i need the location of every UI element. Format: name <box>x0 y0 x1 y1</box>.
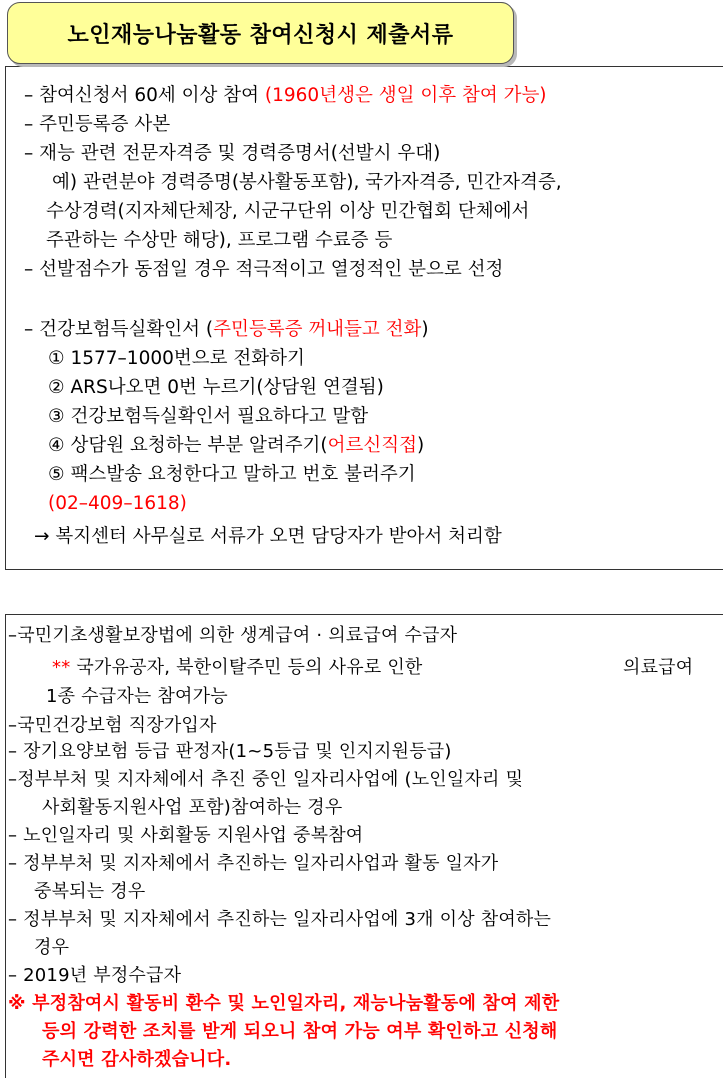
fax-number: (02–409–1618) <box>48 493 187 514</box>
doc-line-application-note: (1960년생은 생일 이후 참여 가능) <box>264 85 547 106</box>
step-2: ② ARS나오면 0번 누르기(상담원 연결됨) <box>48 377 384 398</box>
step-1: ① 1577–1000번으로 전화하기 <box>48 348 305 369</box>
step-4-text: ④ 상담원 요청하는 부분 알려주기( <box>48 435 328 456</box>
excl-exception-text: 국가유공자, 북한이탈주민 등의 사유로 인한 <box>70 657 423 678</box>
warning-line-3: 주시면 감사하겠습니다. <box>42 1049 232 1070</box>
step-4 <box>48 435 424 457</box>
warning-line-1: ※ 부정참여시 활동비 환수 및 노인일자리, 재능나눔활동에 참여 제한 <box>8 993 560 1014</box>
doc-line-application-text: – 참여신청서 60세 이상 참여 <box>24 85 265 106</box>
excl-line-gov-job-cont: 사회활동지원사업 포함)참여하는 경우 <box>42 797 343 818</box>
doc-line-insurance-note: 주민등록증 꺼내들고 전화 <box>213 319 422 340</box>
doc-line-insurance <box>24 319 429 341</box>
excl-line-overlap-cont: 중복되는 경우 <box>34 881 146 902</box>
excl-line-fraud: – 2019년 부정수급자 <box>8 965 182 986</box>
doc-line-example: 예) 관련분야 경력증명(봉사활동포함), 국가자격증, 민간자격증, <box>52 172 562 193</box>
excl-line-health-insurance: –국민건강보험 직장가입자 <box>8 715 217 736</box>
doc-line-tiebreak: – 선발점수가 동점일 경우 적극적이고 열정적인 분으로 선정 <box>24 259 504 280</box>
step-5: ⑤ 팩스발송 요청한다고 말하고 번호 불러주기 <box>48 464 416 485</box>
doc-line-award: 수상경력(지자체단체장, 시군구단위 이상 민간협회 단체에서 <box>46 201 530 222</box>
excl-line-overlap: – 정부부처 및 지자체에서 추진하는 일자리사업과 활동 일자가 <box>8 853 499 874</box>
excl-line-three-jobs-cont: 경우 <box>34 937 70 958</box>
excl-line-duplicate: – 노인일자리 및 사회활동 지원사업 중복참여 <box>8 825 364 846</box>
title-box <box>7 2 514 64</box>
doc-line-insurance-text: – 건강보험득실확인서 ( <box>24 319 214 340</box>
doc-line-application <box>24 85 547 107</box>
page-title: 노인재능나눔활동 참여신청시 제출서류 <box>67 22 454 48</box>
excl-line-basic-livelihood: –국민기초생활보장법에 의한 생계급여 · 의료급여 수급자 <box>8 625 458 646</box>
warning-line-2: 등의 강력한 조치를 받게 되오니 참여 가능 여부 확인하고 신청해 <box>42 1021 558 1042</box>
excl-line-exception <box>52 657 423 679</box>
excl-line-long-term-care: – 장기요양보험 등급 판정자(1~5등급 및 인지지원등급) <box>8 741 452 762</box>
doc-line-id-copy: – 주민등록증 사본 <box>24 114 171 135</box>
exclusion-box <box>5 614 723 1078</box>
step-4-close: ) <box>417 435 425 456</box>
step-4-note: 어르신직접 <box>327 435 418 456</box>
excl-line-three-jobs: – 정부부처 및 지자체에서 추진하는 일자리사업에 3개 이상 참여하는 <box>8 909 552 930</box>
step-3: ③ 건강보험득실확인서 필요하다고 말함 <box>48 406 369 427</box>
excl-exception-mark: ** <box>52 657 71 678</box>
doc-line-processing: → 복지센터 사무실로 서류가 오면 담당자가 받아서 처리함 <box>34 526 502 547</box>
doc-line-award-cont: 주관하는 수상만 해당), 프로그램 수료증 등 <box>46 230 393 251</box>
doc-line-certificate: – 재능 관련 전문자격증 및 경력증명서(선발시 우대) <box>24 143 441 164</box>
excl-exception-medical: 의료급여 <box>623 657 694 678</box>
required-documents-box <box>5 66 723 570</box>
excl-line-exception-cont: 1종 수급자는 참여가능 <box>46 686 228 707</box>
excl-line-gov-job: –정부부처 및 지자체에서 추진 중인 일자리사업에 (노인일자리 및 <box>8 769 524 790</box>
doc-line-insurance-close: ) <box>421 319 429 340</box>
